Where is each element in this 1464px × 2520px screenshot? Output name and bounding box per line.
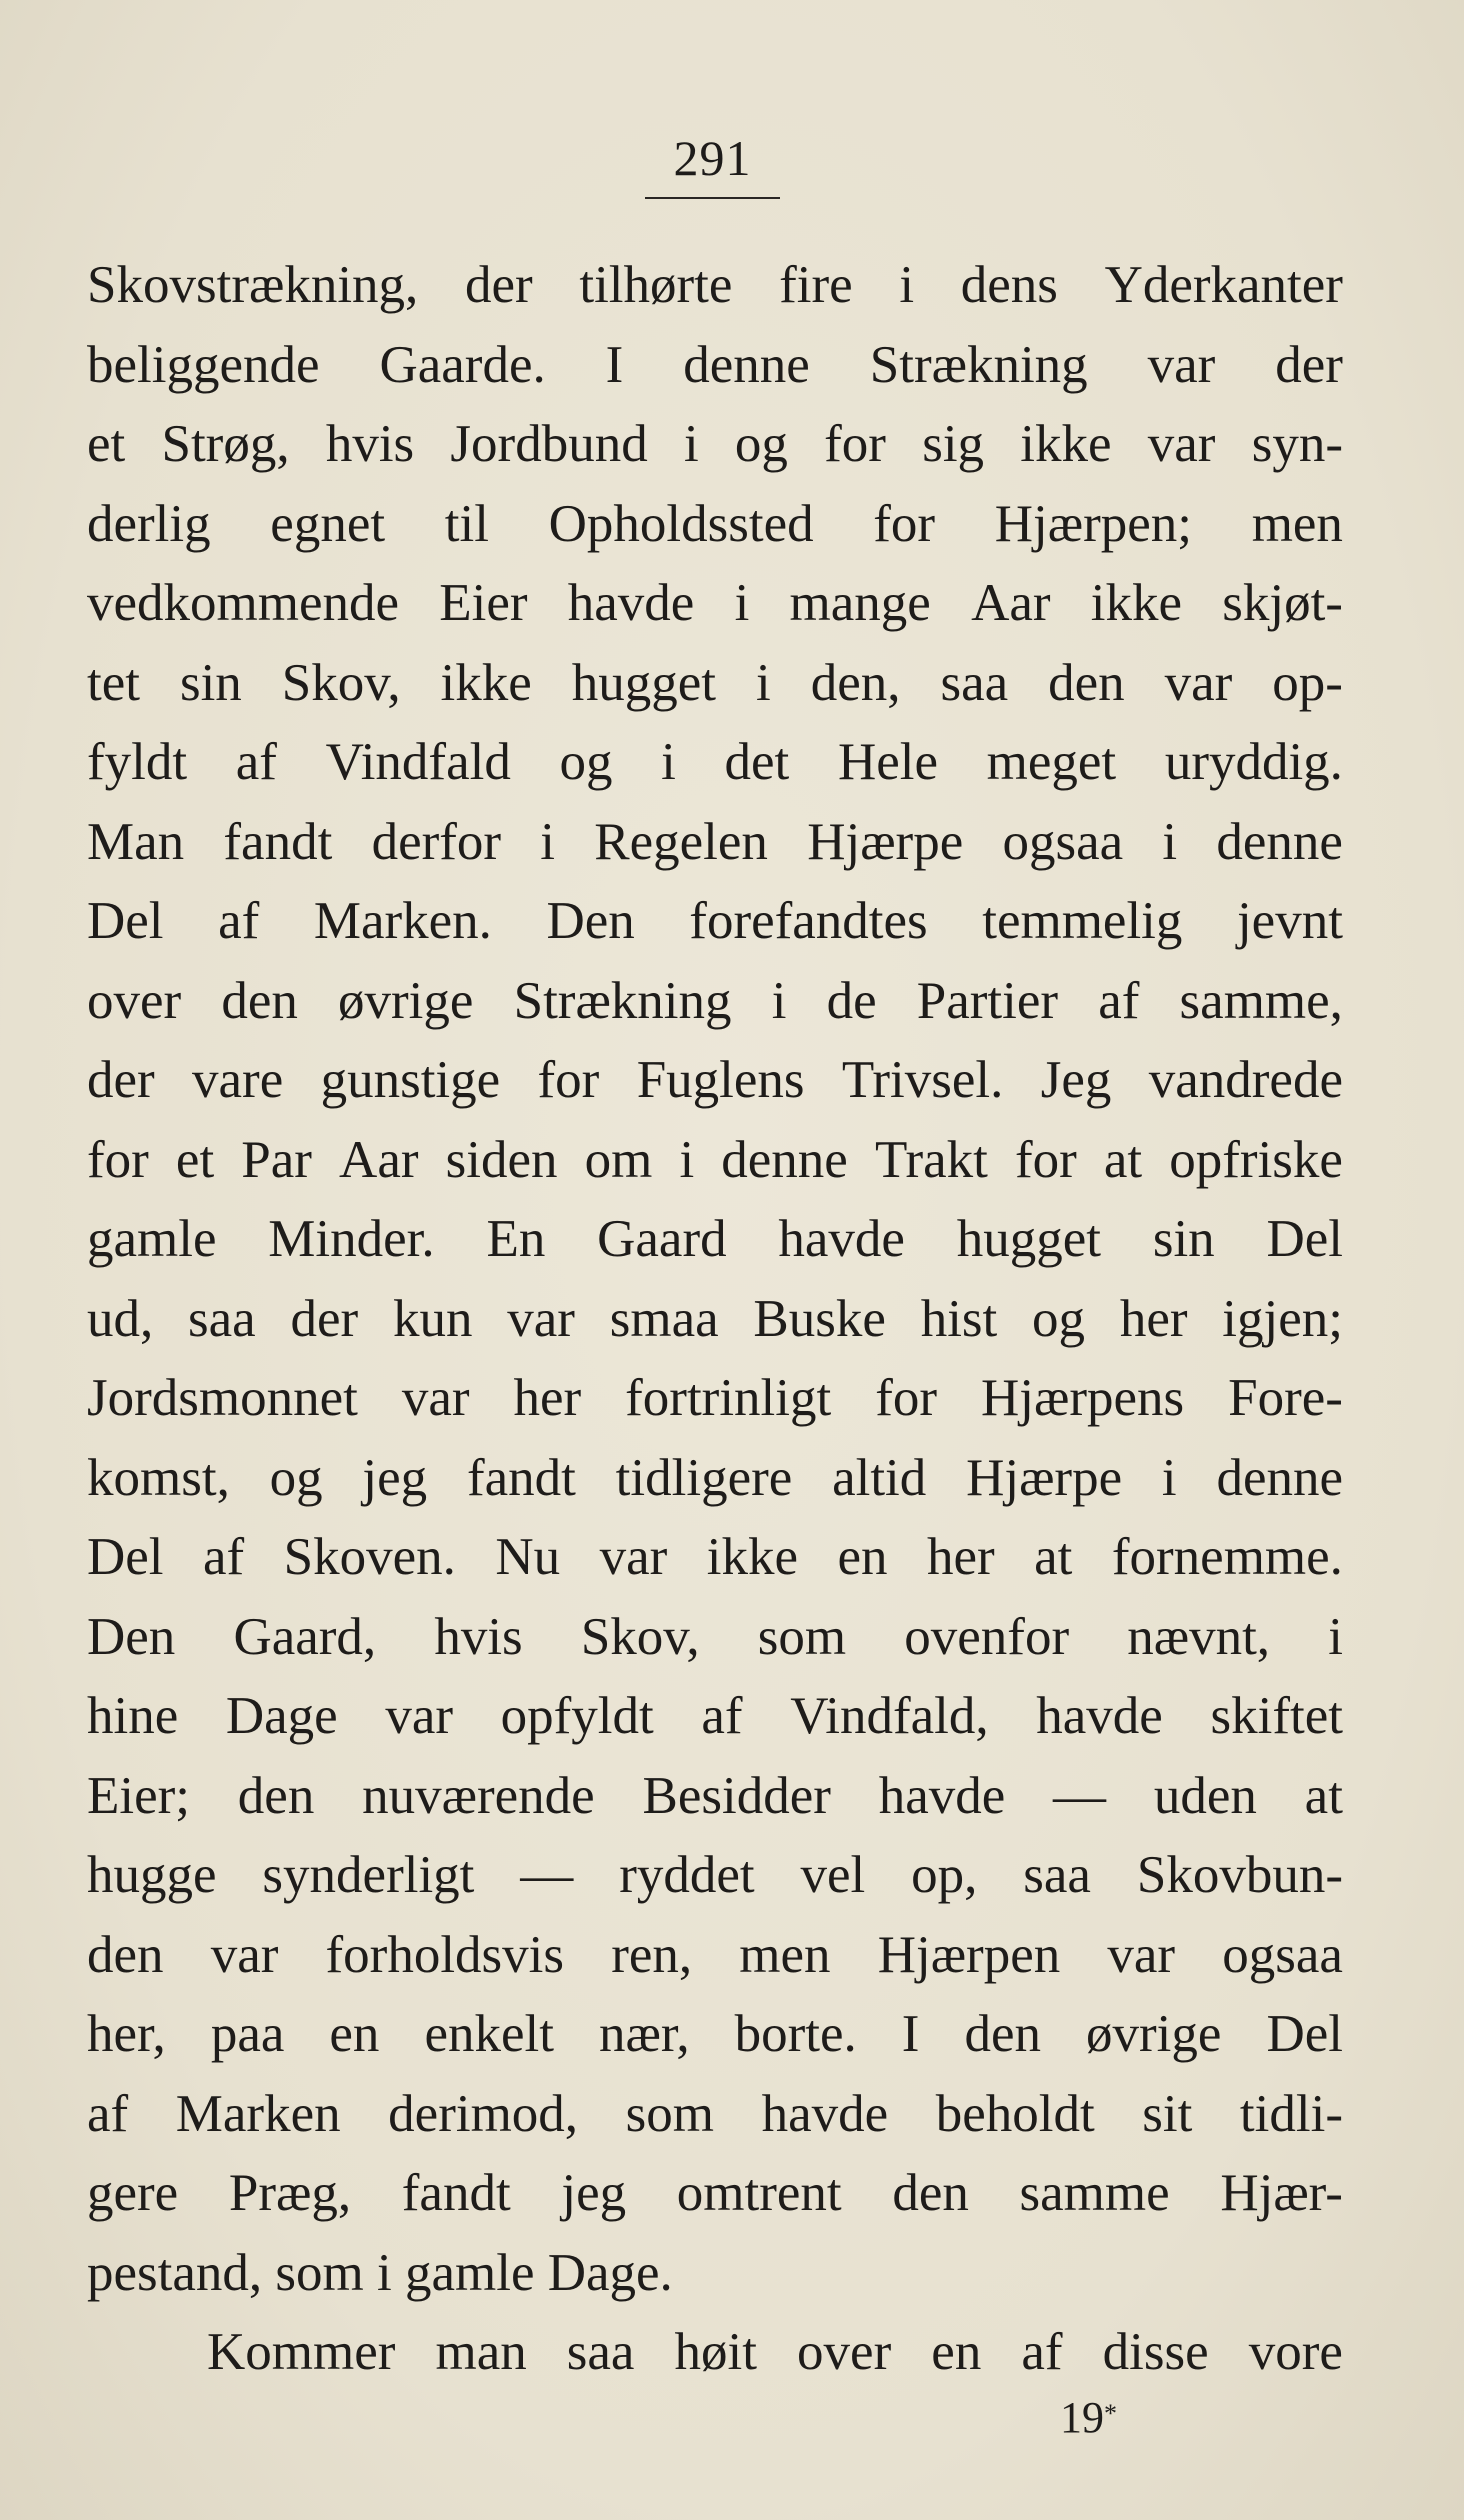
word: saa xyxy=(940,653,1009,712)
word: Jeg xyxy=(1040,1051,1112,1109)
text-line xyxy=(87,1121,1343,1201)
text-line xyxy=(87,1359,1343,1439)
word: op- xyxy=(1272,653,1343,712)
word: Jordbund xyxy=(450,415,648,473)
word: i xyxy=(899,256,915,314)
text-line xyxy=(87,723,1343,803)
word: omtrent xyxy=(676,2164,842,2222)
word: der xyxy=(290,1289,359,1348)
word: ovenfor xyxy=(904,1607,1070,1666)
word: var xyxy=(507,1289,575,1348)
word: var xyxy=(1107,1925,1176,1984)
word: fandt xyxy=(466,1448,576,1507)
word: af xyxy=(218,892,260,950)
text-line xyxy=(87,644,1343,724)
word: det xyxy=(724,733,790,791)
signature-number: 19 xyxy=(1060,2393,1104,2442)
word: Marken. xyxy=(313,892,492,950)
word: hine xyxy=(87,1687,179,1745)
word: for xyxy=(875,1369,938,1427)
word: Fuglens xyxy=(636,1051,805,1109)
word: gamle xyxy=(87,1210,217,1268)
word: og xyxy=(269,1448,323,1507)
word: Vindfald, xyxy=(790,1687,989,1745)
word: fandt xyxy=(401,2164,511,2222)
word: — xyxy=(1053,1766,1107,1825)
text-line xyxy=(87,1041,1343,1121)
word: Hjærpe xyxy=(966,1448,1123,1507)
word: ikke xyxy=(1090,574,1182,632)
word: en xyxy=(837,1528,888,1586)
text-line xyxy=(87,1280,1343,1360)
word: meget xyxy=(986,733,1117,791)
word: ren, xyxy=(611,1925,693,1984)
signature-asterisk: * xyxy=(1104,2399,1117,2428)
word: paa xyxy=(210,2005,285,2063)
word: Gaard, xyxy=(233,1607,377,1666)
word: Marken xyxy=(175,2084,341,2143)
text-line xyxy=(87,1200,1343,1280)
word: samme xyxy=(1019,2164,1170,2222)
word: Vindfald xyxy=(325,733,511,791)
word: i xyxy=(540,812,556,871)
word: for xyxy=(873,494,936,553)
word: beliggende xyxy=(87,335,320,394)
word: gere xyxy=(87,2164,179,2222)
word: den xyxy=(87,1925,164,1984)
word: derlig xyxy=(87,494,211,553)
word: jeg xyxy=(362,1448,428,1507)
word: var xyxy=(385,1687,454,1745)
word: fyldt xyxy=(87,733,188,791)
word: Skov, xyxy=(281,653,401,712)
text-line xyxy=(87,1836,1343,1916)
word: Opholdssted xyxy=(548,494,814,553)
word: var xyxy=(599,1528,668,1586)
word: jeg xyxy=(561,2164,627,2222)
word: var xyxy=(1164,653,1233,712)
word: vore xyxy=(1248,2323,1343,2381)
word: Del xyxy=(1266,1210,1343,1268)
word: som xyxy=(625,2084,714,2143)
word: sin xyxy=(1152,1210,1215,1268)
word: uryddig. xyxy=(1164,733,1343,791)
word: at xyxy=(1034,1528,1073,1586)
word: af xyxy=(701,1687,743,1745)
word: skjøt- xyxy=(1222,574,1343,632)
word: høit xyxy=(674,2323,757,2381)
word: I xyxy=(605,335,624,394)
word: mange xyxy=(789,574,931,632)
word: tidli- xyxy=(1239,2084,1343,2143)
text-line xyxy=(87,2075,1343,2155)
text-line xyxy=(87,1916,1343,1996)
word: opfriske xyxy=(1169,1130,1343,1189)
word: var xyxy=(210,1925,279,1984)
word: gunstige xyxy=(320,1051,501,1109)
word: samme, xyxy=(1179,971,1343,1030)
word: disse xyxy=(1102,2323,1209,2381)
word: denne xyxy=(683,335,810,394)
word: et xyxy=(175,1130,215,1189)
word: Den xyxy=(546,892,635,950)
word: uden xyxy=(1153,1766,1257,1825)
paragraph-end-line: pestand, som i gamle Dage. xyxy=(87,2243,673,2302)
word: nuværende xyxy=(362,1766,595,1825)
text-line xyxy=(87,962,1343,1042)
word: her xyxy=(513,1369,582,1427)
word: Skoven. xyxy=(283,1528,456,1586)
word: Strøg, xyxy=(161,415,290,473)
word: En xyxy=(486,1210,546,1268)
word: for xyxy=(1014,1130,1077,1189)
word: den xyxy=(237,1766,315,1825)
word: sig xyxy=(922,415,985,473)
word: op, xyxy=(911,1846,978,1904)
word: Hjærpens xyxy=(980,1369,1185,1427)
word: ryddet xyxy=(619,1846,755,1904)
word: og xyxy=(734,415,788,473)
word: i xyxy=(1162,812,1178,871)
text-line xyxy=(87,1757,1343,1837)
word: øvrige xyxy=(338,971,474,1030)
word: hvis xyxy=(325,415,415,473)
word: men xyxy=(739,1925,831,1984)
word: vel xyxy=(800,1846,866,1904)
word: af xyxy=(235,733,277,791)
word: i xyxy=(661,733,676,791)
text-line xyxy=(87,1439,1343,1519)
word: her xyxy=(1119,1289,1188,1348)
word: Skov, xyxy=(580,1607,700,1666)
word: Skovstrækning, xyxy=(87,256,419,314)
word: denne xyxy=(721,1130,848,1189)
word: borte. xyxy=(734,2005,857,2063)
word: for xyxy=(87,1130,149,1189)
word: at xyxy=(1103,1130,1143,1189)
word: syn- xyxy=(1251,415,1343,473)
word: i xyxy=(734,574,750,632)
word: fire xyxy=(779,256,853,314)
word: sit xyxy=(1142,2084,1193,2143)
word: øvrige xyxy=(1086,2005,1222,2063)
word: hugget xyxy=(956,1210,1102,1268)
word: var xyxy=(1147,335,1216,394)
word: Fore- xyxy=(1228,1369,1343,1427)
word: i xyxy=(1328,1607,1343,1666)
word: beholdt xyxy=(935,2084,1095,2143)
word: til xyxy=(444,494,489,553)
body-text xyxy=(87,246,1343,2393)
text-line xyxy=(87,405,1343,485)
word: dens xyxy=(960,256,1058,314)
word: Eier xyxy=(439,574,528,632)
word: var xyxy=(1147,415,1216,473)
word: Hjær- xyxy=(1220,2164,1343,2222)
word: i xyxy=(755,653,771,712)
word: nævnt, xyxy=(1127,1607,1271,1666)
word: Trakt xyxy=(874,1130,988,1189)
word: Den xyxy=(87,1607,176,1666)
word: der xyxy=(464,256,533,314)
word: af xyxy=(1021,2323,1063,2381)
word: Aar xyxy=(971,574,1051,632)
word: et xyxy=(87,415,126,473)
word: Hele xyxy=(837,733,938,791)
word: opfyldt xyxy=(500,1687,654,1745)
word: nær, xyxy=(598,2005,690,2063)
word: hvis xyxy=(434,1607,523,1666)
word: enkelt xyxy=(424,2005,554,2063)
word: ikke xyxy=(706,1528,799,1586)
word: ikke xyxy=(1020,415,1112,473)
word: og xyxy=(1032,1289,1086,1348)
text-line xyxy=(87,882,1343,962)
word: over xyxy=(87,971,182,1030)
word: derfor xyxy=(371,812,502,871)
word: synderligt xyxy=(262,1846,475,1904)
word: tidligere xyxy=(615,1448,793,1507)
word: hugget xyxy=(571,653,717,712)
word: temmelig xyxy=(982,892,1183,950)
word: Hjærpen; xyxy=(994,494,1193,553)
word: Hjærpe xyxy=(807,812,964,871)
word: den xyxy=(1048,653,1125,712)
word: denne xyxy=(1216,1448,1343,1507)
word: sin xyxy=(179,653,242,712)
word: en xyxy=(329,2005,380,2063)
word: hugge xyxy=(87,1846,217,1904)
word: for xyxy=(537,1051,600,1109)
word: Jordsmonnet xyxy=(87,1369,358,1427)
word: Nu xyxy=(495,1528,561,1586)
page-number: 291 xyxy=(673,130,752,186)
word: Partier xyxy=(916,971,1059,1030)
word: Man xyxy=(87,812,185,871)
word: der xyxy=(1275,335,1343,394)
word: for xyxy=(824,415,886,473)
text-line xyxy=(87,803,1343,883)
word: men xyxy=(1251,494,1343,553)
word: Gaard xyxy=(597,1210,727,1268)
text-line xyxy=(87,485,1343,565)
word: i xyxy=(771,971,787,1030)
word: tilhørte xyxy=(579,256,733,314)
word: Besidder xyxy=(642,1766,831,1825)
word: kun xyxy=(392,1289,473,1348)
word: den, xyxy=(810,653,901,712)
word: at xyxy=(1304,1766,1343,1825)
word: komst, xyxy=(87,1448,230,1507)
page-number-rule xyxy=(645,197,780,199)
word: ud, xyxy=(87,1289,154,1348)
printer-signature xyxy=(1060,2388,1117,2448)
word: en xyxy=(931,2323,982,2381)
text-line xyxy=(87,246,1343,326)
word: forefandtes xyxy=(689,892,928,950)
word: om xyxy=(584,1130,653,1189)
word: Del xyxy=(87,1528,164,1586)
text-line xyxy=(87,1995,1343,2075)
word: Strækning xyxy=(513,971,732,1030)
word: Yderkanter xyxy=(1104,256,1343,314)
word: Kommer xyxy=(207,2323,396,2381)
word: siden xyxy=(445,1130,558,1189)
word: Minder. xyxy=(268,1210,435,1268)
word: Aar xyxy=(339,1130,419,1189)
text-line xyxy=(87,1518,1343,1598)
word: over xyxy=(797,2323,892,2381)
word: Eier; xyxy=(87,1766,190,1825)
word: i xyxy=(683,415,699,473)
word: igjen; xyxy=(1222,1289,1343,1348)
word: saa xyxy=(1023,1846,1091,1904)
word: Regelen xyxy=(594,812,768,871)
word: den xyxy=(892,2164,969,2222)
word: altid xyxy=(832,1448,927,1507)
word: saa xyxy=(188,1289,256,1348)
word: den xyxy=(964,2005,1041,2063)
text-line xyxy=(87,1598,1343,1678)
word: havde xyxy=(878,1766,1006,1825)
word: var xyxy=(401,1369,470,1427)
word: fandt xyxy=(223,812,333,871)
text-line xyxy=(87,564,1343,644)
word: man xyxy=(435,2323,527,2381)
word: havde xyxy=(1036,1687,1163,1745)
word: — xyxy=(520,1846,574,1904)
word: denne xyxy=(1216,812,1343,871)
word: fortrinligt xyxy=(625,1369,832,1427)
word: Dage xyxy=(225,1687,338,1745)
word: derimod, xyxy=(388,2084,579,2143)
word: smaa xyxy=(609,1289,719,1348)
word: skiftet xyxy=(1210,1687,1343,1745)
word: vandrede xyxy=(1148,1051,1343,1109)
word: der xyxy=(87,1051,155,1109)
word: havde xyxy=(567,574,695,632)
word: jevnt xyxy=(1236,892,1343,950)
word: vare xyxy=(192,1051,284,1109)
word: Skovbun- xyxy=(1136,1846,1343,1904)
word: Trivsel. xyxy=(841,1051,1004,1109)
word: Del xyxy=(1266,2005,1343,2063)
word: hist xyxy=(920,1289,998,1348)
word: Par xyxy=(241,1130,312,1189)
word: af xyxy=(203,1528,245,1586)
word: Gaarde. xyxy=(379,335,546,394)
word: fornemme. xyxy=(1111,1528,1343,1586)
word: tet xyxy=(87,653,140,712)
word: af xyxy=(1098,971,1140,1030)
paragraph-start-line xyxy=(87,2313,1343,2393)
word: ogsaa xyxy=(1222,1925,1343,1984)
word: de xyxy=(826,971,877,1030)
word: her xyxy=(927,1528,995,1586)
word: egnet xyxy=(270,494,386,553)
word: i xyxy=(1161,1448,1177,1507)
word: I xyxy=(901,2005,920,2063)
word: Strækning xyxy=(869,335,1088,394)
word: havde xyxy=(778,1210,905,1268)
word: saa xyxy=(566,2323,635,2381)
word: ogsaa xyxy=(1002,812,1124,871)
word: Del xyxy=(87,892,164,950)
word: Præg, xyxy=(228,2164,352,2222)
word: her, xyxy=(87,2005,166,2063)
word: Hjærpen xyxy=(877,1925,1061,1984)
word: ikke xyxy=(440,653,532,712)
word: havde xyxy=(761,2084,889,2143)
word: og xyxy=(559,733,613,791)
word: som xyxy=(757,1607,847,1666)
word: den xyxy=(221,971,298,1030)
word: af xyxy=(87,2084,129,2143)
word: i xyxy=(679,1130,695,1189)
word: forholdsvis xyxy=(325,1925,565,1984)
text-line xyxy=(87,1677,1343,1757)
word: Buske xyxy=(753,1289,886,1348)
text-line xyxy=(87,2154,1343,2234)
word: vedkommende xyxy=(87,574,400,632)
text-line xyxy=(87,326,1343,406)
